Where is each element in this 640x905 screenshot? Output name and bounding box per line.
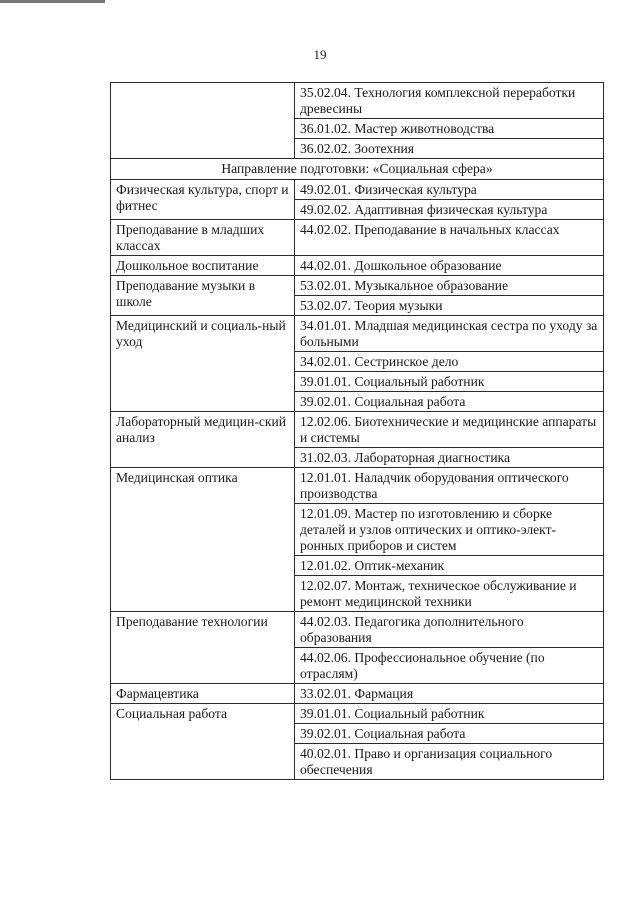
specialty-cell: 44.02.06. Профессиональное обучение (по отраслям) — [295, 648, 604, 684]
specialty-cell: 34.02.01. Сестринское дело — [295, 352, 604, 372]
table-row — [111, 180, 604, 200]
specialty-cell: 36.01.02. Мастер животноводства — [295, 119, 604, 139]
table-row — [111, 83, 604, 119]
table-row — [111, 704, 604, 724]
table-row — [111, 316, 604, 352]
specialty-cell: 40.02.01. Право и организация социального обеспечения — [295, 744, 604, 780]
area-cell: Лабораторный медицин-ский анализ — [111, 412, 295, 468]
specialty-cell: 39.02.01. Социальная работа — [295, 724, 604, 744]
top-rule — [0, 0, 105, 3]
area-cell — [111, 83, 295, 159]
specialty-cell: 44.02.03. Педагогика дополнительного образования — [295, 612, 604, 648]
specialty-cell: 12.01.02. Оптик-механик — [295, 556, 604, 576]
table-row — [111, 220, 604, 256]
table-row — [111, 412, 604, 448]
area-cell: Преподавание музыки в школе — [111, 276, 295, 316]
specialty-cell: 39.02.01. Социальная работа — [295, 392, 604, 412]
page-number: 19 — [313, 47, 327, 62]
area-cell: Дошкольное воспитание — [111, 256, 295, 276]
specialty-cell: 44.02.01. Дошкольное образование — [295, 256, 604, 276]
area-cell: Преподавание в младших классах — [111, 220, 295, 256]
area-cell: Преподавание технологии — [111, 612, 295, 684]
specialty-cell: 36.02.02. Зоотехния — [295, 139, 604, 159]
table-body — [111, 83, 604, 780]
specialty-cell: 53.02.01. Музыкальное образование — [295, 276, 604, 296]
section-row — [111, 159, 604, 180]
area-cell: Социальная работа — [111, 704, 295, 780]
specialty-cell: 34.01.01. Младшая медицинская сестра по уходу за больными — [295, 316, 604, 352]
specialties-table — [110, 82, 604, 780]
table-row — [111, 256, 604, 276]
table-row — [111, 612, 604, 648]
specialty-cell: 44.02.02. Преподавание в начальных классах — [295, 220, 604, 256]
specialty-cell: 39.01.01. Социальный работник — [295, 372, 604, 392]
area-cell: Медицинский и социаль-ный уход — [111, 316, 295, 412]
table-row — [111, 276, 604, 296]
specialty-cell: 31.02.03. Лабораторная диагностика — [295, 448, 604, 468]
specialty-cell: 12.02.06. Биотехнические и медицинские аппараты и системы — [295, 412, 604, 448]
specialty-cell: 33.02.01. Фармация — [295, 684, 604, 704]
table-row — [111, 468, 604, 504]
specialty-cell: 12.02.07. Монтаж, техническое обслуживание и ремонт медицинской техники — [295, 576, 604, 612]
area-cell: Медицинская оптика — [111, 468, 295, 612]
specialty-cell: 53.02.07. Теория музыки — [295, 296, 604, 316]
specialty-cell: 49.02.01. Физическая культура — [295, 180, 604, 200]
specialty-cell: 49.02.02. Адаптивная физическая культура — [295, 200, 604, 220]
area-cell: Физическая культура, спорт и фитнес — [111, 180, 295, 220]
section-header: Направление подготовки: «Социальная сфера» — [111, 159, 604, 180]
area-cell: Фармацевтика — [111, 684, 295, 704]
specialty-cell: 35.02.04. Технология комплексной переработки древесины — [295, 83, 604, 119]
table-row — [111, 684, 604, 704]
specialty-cell: 12.01.01. Наладчик оборудования оптического производства — [295, 468, 604, 504]
specialty-cell: 39.01.01. Социальный работник — [295, 704, 604, 724]
specialty-cell: 12.01.09. Мастер по изготовлению и сборке деталей и узлов оптических и оптико-элект-ронных приборов и систем — [295, 504, 604, 556]
